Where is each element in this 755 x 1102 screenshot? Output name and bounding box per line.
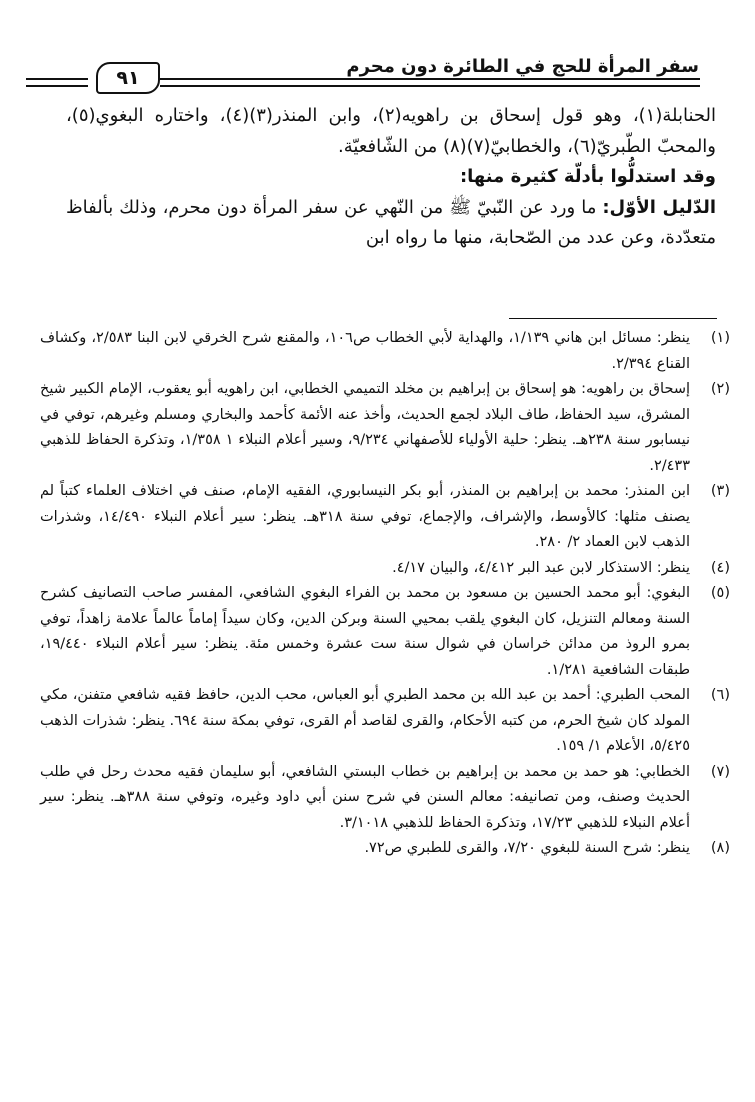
footnote [40,326,730,377]
footnote-text: الخطابي: هو حمد بن محمد بن إبراهيم بن خطاب البستي الشافعي، أبو سليمان فقيه محدث رحل في طلب الحديث وصنف، ومن تصانيفه: معالم السنن في شرح سنن أبي داود وغيره، وتوفي سنة ٣٨٨هـ. ينظر: سير أعلام النبلاء للذهبي ١٧/٢٣، وتذكرة الحفاظ للذهبي ٣/١٠١٨. [40,763,690,831]
footnote-number: (٢) [710,381,730,397]
footnote-number: (٨) [710,840,730,856]
header-rule [26,85,88,87]
footnote-text: ابن المنذر: محمد بن إبراهيم بن المنذر، أبو بكر النيسابوري، الفقيه الإمام، صنف في اختلاف العلماء كتباً لم يصنف مثلها: كالأوسط، والإشراف، والإجماع، توفي سنة ٣١٨هـ. ينظر: سير أعلام النبلاء ١٤/٤٩٠، وشذرات الذهب لابن العماد ٢/ ٢٨٠. [40,483,690,550]
evidence-label: الدّليل الأوّل: [602,196,716,218]
body-paragraph: الحنابلة(١)، وهو قول إسحاق بن راهويه(٢)، وابن المنذر(٣)(٤)، واختاره البغوي(٥)، والمحبّ الطّبريّ(٦)، والخطابيّ(٧)(٨) من الشّافعيّة. [66,105,716,157]
header-rule [160,78,700,80]
running-header-title: سفر المرأة للحج في الطائرة دون محرم [346,56,699,77]
footnote-number: (٦) [710,687,730,703]
main-text [66,101,716,254]
page-number: ٩١ [116,67,140,89]
evidence-text: ما ورد عن النّبيّ ﷺ من النّهي عن سفر المرأة دون محرم، وذلك بألفاظ متعدّدة، وعن عدد من الصّحابة، منها ما رواه ابن [66,196,716,248]
footnote [40,836,730,862]
footnote-divider [509,318,717,319]
footnote [40,556,730,582]
footnote [40,760,730,837]
footnote [40,377,730,479]
footnote [40,479,730,556]
footnote [40,683,730,760]
evidence-paragraph [66,193,716,254]
footnote-text: البغوي: أبو محمد الحسين بن مسعود بن محمد بن الفراء البغوي الشافعي، المفسر صاحب التصانيف كشرح السنة ومعالم التنزيل، كان البغوي يلقب بمحيي السنة وبركن الدين، وكان سيداً إماماً عالماً علامة زاهداً، توفي بمرو الروذ من مدائن خراسان في شوال سنة ست عشرة وخمس مئة. ينظر: سير أعلام النبلاء ١٩/٤٤٠، طبقات الشافعية ١/٢٨١. [40,585,690,678]
header-rule [26,78,88,80]
footnote-number: (٧) [710,763,730,780]
footnote-text: إسحاق بن راهويه: هو إسحاق بن إبراهيم بن مخلد التميمي الخطابي، ابن راهويه أبو يعقوب، الإمام الكبير شيخ المشرق، سيد الحفاظ، طاف البلاد لجمع الحديث، وأخذ عنه الأئمة كأحمد والبخاري ومسلم وغيرهم، توفي في نيسابور سنة ٢٣٨هـ. ينظر: حلية الأولياء للأصفهاني ٩/٢٣٤، وسير أعلام النبلاء ١ ١/٣٥٨، وتذكرة الحفاظ للذهبي ٢/٤٣٣. [40,381,691,474]
section-heading: وقد استدلُّوا بأدلّة كثيرة منها: [459,166,716,187]
footnotes [40,326,730,862]
footnote-text: ينظر: الاستذكار لابن عبد البر ٤/٤١٢، والبيان ٤/١٧. [392,559,690,576]
header-rule [160,85,700,87]
page-number-frame [96,62,160,94]
footnote-number: (١) [710,330,730,346]
footnote-number: (٣) [710,483,730,499]
footnote-number: (٤) [710,559,730,576]
footnote-text: المحب الطبري: أحمد بن عبد الله بن محمد الطبري أبو العباس، محب الدين، حافظ فقيه شافعي متفنن، مكي المولد كان شيخ الحرم، من كتبه الأحكام، والقرى لقاصد أم القرى، توفي بمكة سنة ٦٩٤. ينظر: شذرات الذهب ٥/٤٢٥، الأعلام ١/ ١٥٩. [40,687,690,754]
footnote-number: (٥) [710,585,730,601]
footnote [40,581,730,683]
footnote-text: ينظر: مسائل ابن هاني ١/١٣٩، والهداية لأبي الخطاب ص١٠٦، والمقنع شرح الخرقي لابن البنا ٢/٥٨٣، وكشاف القناع ٢/٣٩٤. [40,330,690,372]
footnote-text: ينظر: شرح السنة للبغوي ٧/٢٠، والقرى للطبري ص٧٢. [364,840,690,856]
